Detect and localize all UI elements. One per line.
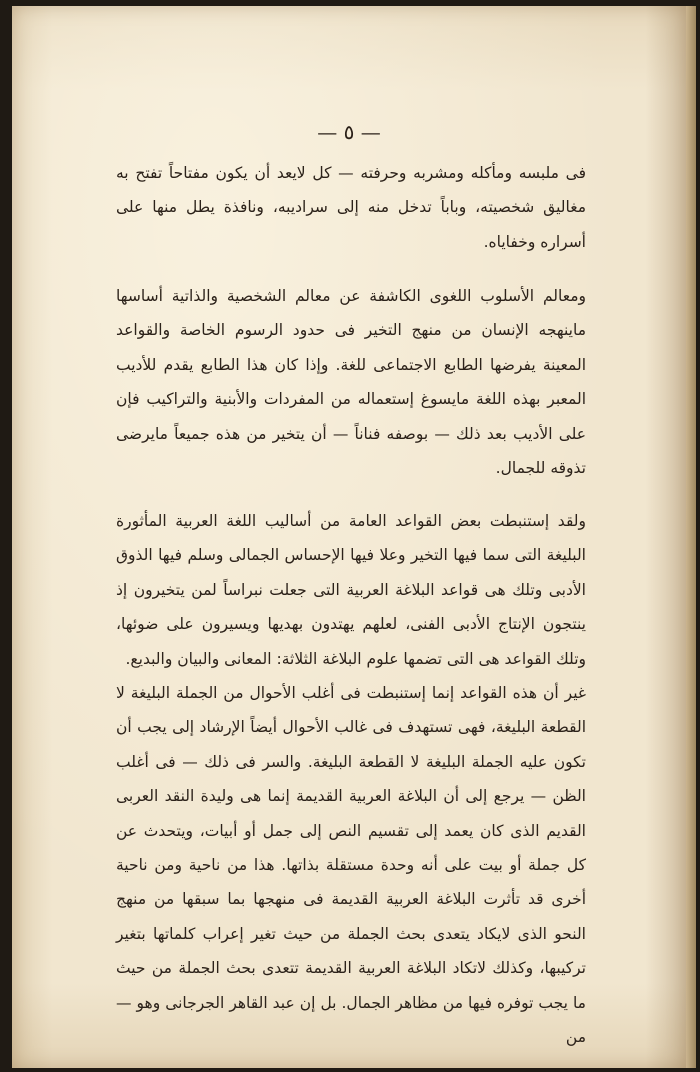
paragraph-text: ولقد إستنبطت بعض القواعد العامة من أساليب اللغة العربية المأثورة البليغة التى سما فيها التخير وعلا فيها الإحساس الجمالى وسلم فيها الذوق الأدبى وتلك هى قواعد البلاغة العربية التى جعلت نبراساً لمن يتخيرون إذ ينتجون الإنتاج الأدبى الفنى، لعلهم يهتدون بهديها ويسيرون على ضوئها، وتلك القواعد هى التى تضمها علوم البلاغة الثلاثة: المعانى والبيان والبديع. [116, 512, 586, 668]
paragraph-text: فى ملبسه ومأكله ومشربه وحرفته — كل لايعد أن يكون مفتاحاً تفتح به مغاليق شخصيته، وباباً تدخل منه إلى سراديبه، ونافذة يطل منها على أسراره وخفاياه. [116, 164, 586, 251]
paragraph-2 [116, 279, 586, 485]
paragraph-4 [116, 676, 586, 1054]
paragraph-text: ومعالم الأسلوب اللغوى الكاشفة عن معالم الشخصية والذاتية أساسها ماينهجه الإنسان من منهج التخير فى حدود الرسوم الخاصة والقواعد المعينة يفرضها الطابع الاجتماعى للغة. وإذا كان هذا الطابع يقدم للأديب المعبر بهذه اللغة مايسوغ إستعماله من المفردات والأبنية والتراكيب فإن على الأديب بعد ذلك — بوصفه فناناً — أن يتخير من هذه جميعاً مايرضى تذوقه للجمال. [116, 287, 586, 478]
paragraph-3 [116, 504, 586, 676]
page-number: — ٥ — [317, 120, 381, 144]
paragraph-1 [116, 156, 586, 259]
paragraph-text: غير أن هذه القواعد إنما إستنبطت فى أغلب الأحوال من الجملة البليغة لا القطعة البليغة، فهى تستهدف فى غالب الأحوال أيضاً الإرشاد إلى يجب أن تكون عليه الجملة البليغة لا القطعة البليغة. والسر فى ذلك — فى أغلب الظن — يرجع إلى أن البلاغة العربية القديمة إنما هى وليدة النقد العربى القديم الذى كان يعمد إلى تقسيم النص إلى جمل أو أبيات، ويتحدث عن كل جملة أو بيت على أنه وحدة مستقلة بذاتها. هذا من ناحية ومن ناحية أخرى قد تأثرت البلاغة العربية القديمة فى منهجها بما سبقها من منهج النحو الذى لايكاد يتعدى بحث الجملة من حيث تغير إعراب كلماتها بتغير تركيبها، وكذلك لاتكاد البلاغة العربية القديمة تتعدى بحث الجملة من حيث ما يجب توفره فيها من مظاهر الجمال. بل إن عبد القاهر الجرجانى وهو — من [116, 684, 586, 1047]
